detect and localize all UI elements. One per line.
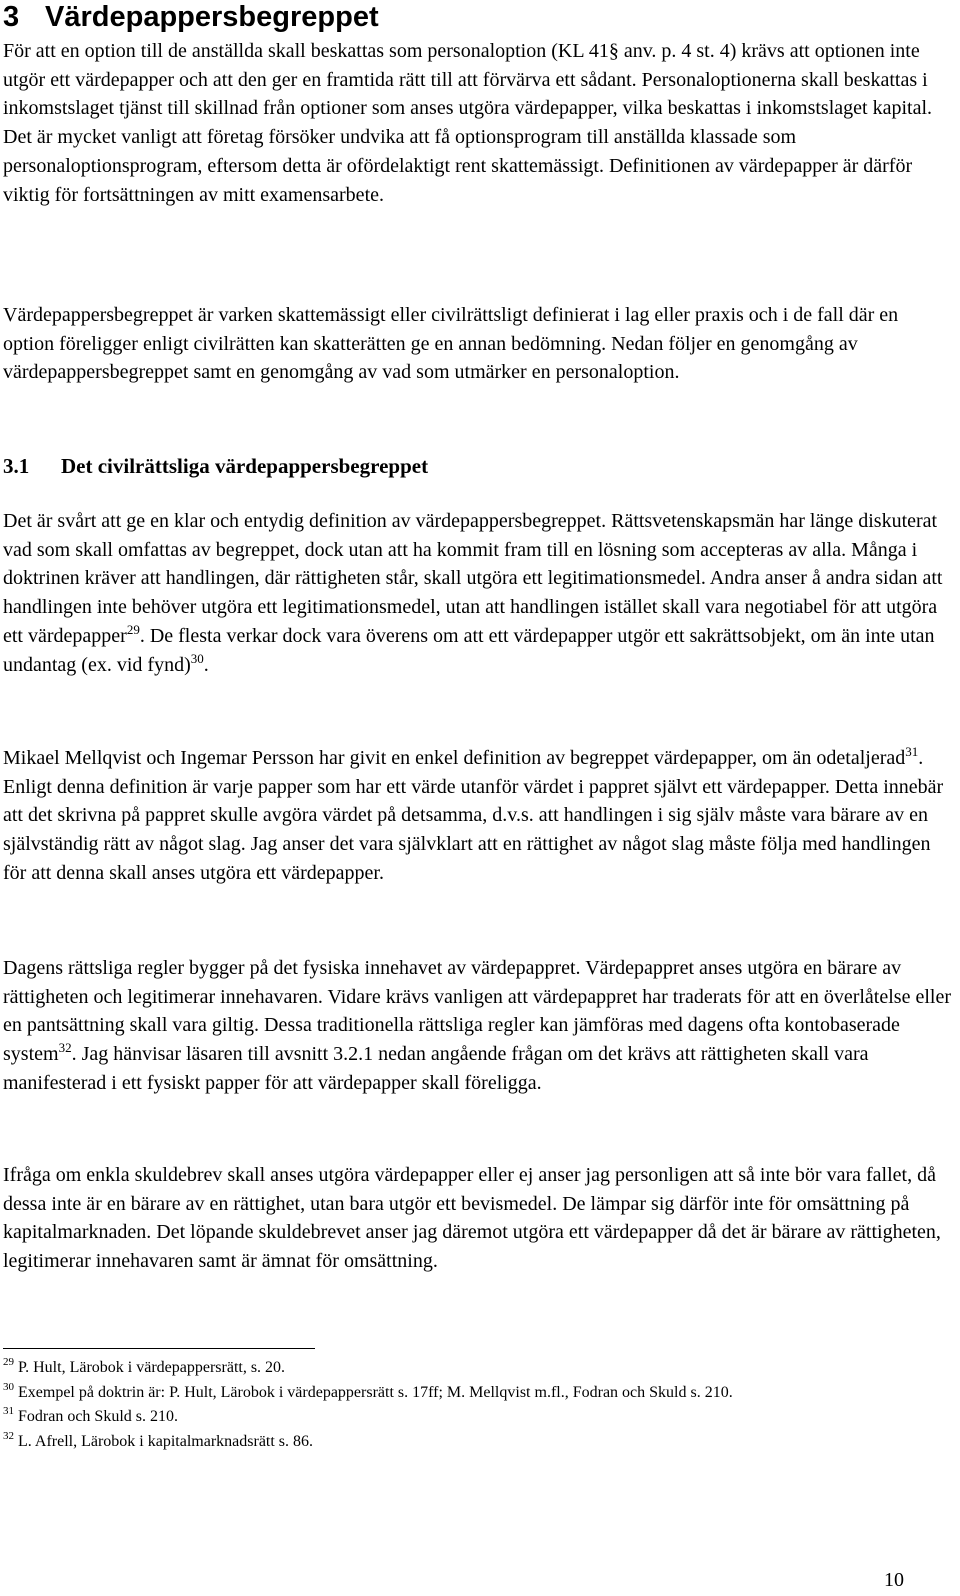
paragraph-text: . De flesta verkar dock vara överens om att ett värdepapper utgör ett sakrättsobjekt, om än inte utan undantag (ex. vid fynd) — [3, 624, 935, 676]
section-title: Värdepappersbegreppet — [45, 1, 379, 33]
paragraph-4 — [3, 744, 953, 888]
footnote-number: 31 — [3, 1405, 14, 1417]
footnote-31 — [3, 1405, 943, 1430]
paragraph-text: . Jag hänvisar läsaren till avsnitt 3.2.1 nedan angående frågan om det krävs att rättigheten skall vara manifesterad i ett fysiskt papper för att värdepapper skall föreligga. — [3, 1043, 869, 1094]
footnote-text: Exempel på doktrin är: P. Hult, Lärobok i värdepappersrätt s. 17ff; M. Mellqvist m.fl., Fodran och Skuld s. 210. — [18, 1383, 733, 1401]
footnote-ref-30[interactable]: 30 — [190, 650, 204, 666]
footnote-ref-29[interactable]: 29 — [126, 621, 140, 637]
footnote-text: L. Afrell, Lärobok i kapitalmarknadsrätt s. 86. — [18, 1432, 314, 1450]
subsection-heading — [3, 452, 428, 480]
footnote-29 — [3, 1356, 943, 1381]
paragraph-text: För att en option till de anställda skall beskattas som personaloption (KL 41§ anv. p. 4 st. 4) krävs att optionen inte utgör ett värdepapper och att den ger en framtida rätt till att förvärva ett sådant. — [3, 40, 920, 91]
paragraph-5 — [3, 954, 953, 1098]
paragraph-text: Personaloptionerna skall beskattas i inkomstslaget tjänst till skillnad från optioner som anses utgöra värdepapper, vilka beskattas i inkomstslaget kapital. Det är mycket vanligt att företag försöker undvika att få optionsprogram till anställda klassade som personaloptionsprogram, eftersom detta är ofördelaktigt rent skattemässigt. Definitionen av värdepapper är därför viktig för fortsättningen av mitt examensarbete. — [3, 68, 933, 206]
subsection-number: 3.1 — [3, 454, 30, 478]
paragraph-3 — [3, 507, 953, 679]
subsection-title: Det civilrättsliga värdepappersbegreppet — [61, 454, 429, 478]
footnote-number: 30 — [3, 1380, 14, 1393]
section-heading — [3, 2, 379, 32]
paragraph-text: Värdepappersbegreppet är varken skattemässigt eller civilrättsligt definierat i lag eller praxis och i de fall där en option föreligger enligt civilrätten kan skatterätten ge en annan bedömning. Nedan följer en genomgång av värdepappersbegreppet samt en genomgång av vad som utmärker en personaloption. — [3, 304, 899, 384]
paragraph-text: . — [203, 653, 209, 676]
footnote-separator — [3, 1348, 315, 1349]
paragraph-text: Ifråga om enkla skuldebrev skall anses utgöra värdepapper eller ej anser jag personligen att så inte bör vara fallet, då dessa inte är en bärare av en rättighet, utan bara utgör ett bevismedel. De lämpar sig därför inte för omsättning på kapitalmarknaden. Det löpande skuldebrevet anser jag däremot utgöra ett värdepapper då det är bärare av rättigheten, legitimerar innehavaren samt är ämnat för omsättning. — [3, 1164, 941, 1273]
footnote-list — [3, 1356, 943, 1454]
section-number: 3 — [3, 1, 20, 33]
paragraph-6 — [3, 1161, 953, 1276]
paragraph-2 — [3, 301, 953, 387]
paragraph-text: Mikael Mellqvist och Ingemar Persson har givit en enkel definition av begreppet värdepapper, om än odetaljerad — [3, 747, 906, 769]
footnote-32 — [3, 1430, 943, 1455]
footnote-ref-32[interactable]: 32 — [58, 1040, 72, 1056]
footnote-text: P. Hult, Lärobok i värdepappersrätt, s. 20. — [18, 1359, 286, 1376]
paragraph-text: . Enligt denna definition är varje papper som har ett värde utanför värdet i pappret självt ett värdepapper. Detta innebär att det skrivna på pappret skulle avgöra värdet på detsamma, d.v.s. att handlingen i sig själv måste vara bärare av en självständig rätt av något slag. Jag anser det vara självklart att en rättighet av något slag måste följa med handlingen för att denna skall anses utgöra ett värdepapper. — [3, 747, 944, 884]
footnote-30 — [3, 1381, 943, 1406]
footnote-ref-31[interactable]: 31 — [905, 744, 919, 759]
footnote-number: 29 — [3, 1356, 14, 1368]
footnote-text: Fodran och Skuld s. 210. — [18, 1408, 178, 1425]
footnote-number: 32 — [3, 1429, 14, 1442]
page-number: 10 — [884, 1569, 904, 1591]
paragraph-1 — [3, 37, 953, 209]
paragraph-text: Dagens rättsliga regler bygger på det fysiska innehavet av värdepappret. Värdepappret anses utgöra en bärare av rättigheten och legitimerar innehavaren. Vidare krävs vanligen att värdepappret har traderats för att en överlåtelse eller en pantsättning skall vara giltig. Dessa traditionella rättsliga regler kan jämföras med dagens ofta kontobaserade system — [3, 957, 951, 1066]
paragraph-text: Det är svårt att ge en klar och entydig definition av värdepappersbegreppet. Rättsvetenskapsmän har länge diskuterat vad som skall omfattas av begreppet, dock utan att ha kommit fram till en lösning som accepteras av alla. Många i doktrinen kräver att handlingen, där rättigheten står, skall utgöra ett legitimationsmedel. Andra anser å andra sidan att handlingen inte behöver utgöra ett legitimationsmedel, utan att handlingen istället skall vara negotiabel för att utgöra ett värdepapper — [3, 510, 943, 647]
